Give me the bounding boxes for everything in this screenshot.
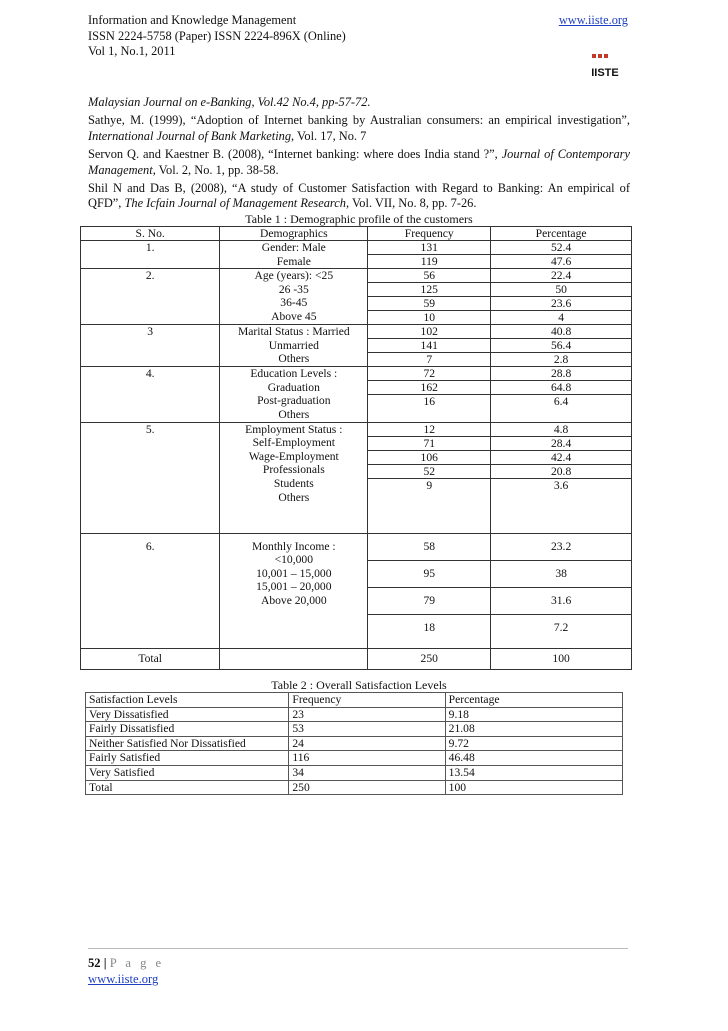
percentage-value: 3.6 (553, 478, 569, 492)
footer-website-link[interactable]: www.iiste.org (88, 972, 159, 986)
table-row (81, 241, 632, 269)
percentage-value: 23.2 (491, 534, 631, 561)
table-row (86, 722, 623, 737)
total-frequency: 250 (368, 648, 491, 669)
iiste-logo (590, 52, 620, 82)
demographic-line: Post-graduation (257, 394, 331, 408)
percentage-cell: 21.08 (445, 722, 622, 737)
demographic-line: Above 20,000 (260, 593, 327, 607)
percentage-value: 42.4 (491, 451, 631, 465)
table-row (86, 780, 623, 795)
demographics-cell (220, 533, 368, 648)
percentage-cell (491, 367, 632, 422)
frequency-value: 119 (420, 255, 438, 268)
total-label: Total (81, 648, 220, 669)
table-row (86, 736, 623, 751)
demographic-line: Marital Status : Married (237, 325, 350, 339)
column-header: Frequency (289, 693, 445, 708)
demographic-line: Above 45 (271, 309, 317, 323)
demographic-table (80, 226, 632, 670)
percentage-value: 6.4 (553, 395, 569, 409)
sno-cell: 3 (81, 325, 220, 367)
page-header (88, 13, 628, 60)
demographic-line: Students (273, 476, 314, 490)
sno-cell: 2. (81, 269, 220, 325)
table-row (81, 422, 632, 533)
reference-item: Shil N and Das B, (2008), “A study of Customer Satisfaction with Regard to Banking: An empirical of QFD”, The Icfain Journal of Management Research, Vol. VII, No. 8, pp. 7-26. (88, 181, 630, 211)
frequency-cell: 23 (289, 707, 445, 722)
logo-text: IISTE (591, 67, 619, 79)
page-number: 52 (88, 956, 101, 970)
demographic-line: 10,001 – 15,000 (256, 566, 332, 580)
sno-cell: 6. (81, 533, 220, 648)
frequency-cell (368, 325, 491, 367)
percentage-cell (491, 422, 632, 533)
table-header-row (86, 693, 623, 708)
percentage-value: 7.2 (553, 620, 569, 634)
percentage-value: 64.8 (491, 381, 631, 395)
percentage-value: 40.8 (491, 325, 631, 339)
journal-name: Information and Knowledge Management (88, 13, 297, 27)
table-row (86, 707, 623, 722)
frequency-cell (368, 533, 491, 648)
percentage-cell: 9.72 (445, 736, 622, 751)
frequency-cell: 53 (289, 722, 445, 737)
column-header: Demographics (220, 227, 368, 241)
percentage-cell (491, 533, 632, 648)
satisfaction-level-cell: Total (86, 780, 289, 795)
demographics-cell (220, 325, 368, 367)
sno-cell: 5. (81, 422, 220, 533)
percentage-cell (491, 241, 632, 269)
table-row (81, 269, 632, 325)
frequency-value: 79 (368, 588, 490, 615)
demographic-line: Unmarried (268, 338, 319, 352)
column-header: Frequency (368, 227, 491, 241)
frequency-cell (368, 241, 491, 269)
column-header: Percentage (445, 693, 622, 708)
demographic-line: Gender: Male (261, 241, 326, 254)
sno-cell: 1. (81, 241, 220, 269)
column-header: Percentage (491, 227, 632, 241)
percentage-value: 52.4 (491, 241, 631, 255)
frequency-value: 56 (368, 269, 490, 283)
header-website-link[interactable]: www.iiste.org (558, 13, 628, 27)
table2-caption: Table 2 : Overall Satisfaction Levels (271, 678, 447, 692)
table-row (86, 751, 623, 766)
percentage-cell: 9.18 (445, 707, 622, 722)
frequency-value: 18 (423, 620, 436, 634)
frequency-value: 102 (368, 325, 490, 339)
references-list (88, 95, 630, 215)
demographics-cell (220, 367, 368, 422)
total-percentage: 100 (491, 648, 632, 669)
frequency-value: 9 (426, 478, 433, 492)
total-row (81, 648, 632, 669)
satisfaction-level-cell: Very Satisfied (86, 765, 289, 780)
reference-item: Malaysian Journal on e-Banking, Vol.42 No.4, pp-57-72. (88, 95, 371, 109)
satisfaction-level-cell: Very Dissatisfied (86, 707, 289, 722)
frequency-value: 125 (368, 283, 490, 297)
demographic-line: Professionals (262, 463, 325, 477)
frequency-value: 10 (423, 311, 436, 325)
percentage-value: 31.6 (491, 588, 631, 615)
percentage-value: 4 (558, 311, 564, 325)
demographic-line: Age (years): <25 (254, 269, 334, 283)
frequency-value: 58 (368, 534, 490, 561)
demographic-line: Others (278, 490, 310, 504)
table-header-row (81, 227, 632, 241)
column-header: Satisfaction Levels (86, 693, 289, 708)
percentage-value: 28.4 (491, 437, 631, 451)
reference-item: Servon Q. and Kaestner B. (2008), “Internet banking: where does India stand ?”, Journal of Contemporary Management, Vol. 2, No. 1, pp. 38-58. (88, 147, 630, 177)
satisfaction-table (85, 692, 623, 795)
demographics-cell (220, 422, 368, 533)
percentage-value: 20.8 (491, 465, 631, 479)
demographic-line: Others (278, 407, 310, 421)
frequency-cell (368, 422, 491, 533)
percentage-value: 28.8 (491, 367, 631, 381)
demographics-cell (220, 269, 368, 325)
demographic-line: Wage-Employment (248, 449, 339, 463)
satisfaction-level-cell: Fairly Satisfied (86, 751, 289, 766)
volume-line: Vol 1, No.1, 2011 (88, 44, 176, 58)
demographic-line: Others (278, 352, 310, 366)
frequency-value: 72 (368, 367, 490, 381)
frequency-value: 95 (368, 561, 490, 588)
percentage-cell: 100 (445, 780, 622, 795)
total-empty (220, 648, 368, 669)
footer-divider (88, 948, 628, 949)
percentage-cell (491, 325, 632, 367)
page-separator: | (103, 956, 107, 970)
demographic-line: Education Levels : (250, 367, 338, 381)
table1-caption: Table 1 : Demographic profile of the customers (245, 212, 473, 226)
demographic-line: Self-Employment (252, 436, 336, 450)
percentage-value: 56.4 (491, 339, 631, 353)
demographic-line: Female (276, 254, 311, 268)
table-row (86, 765, 623, 780)
demographic-line: 15,001 – 20,000 (256, 580, 332, 594)
percentage-value: 50 (491, 283, 631, 297)
demographic-line: Employment Status : (245, 422, 343, 436)
demographic-line: 26 -35 (278, 282, 309, 296)
frequency-value: 12 (368, 423, 490, 437)
frequency-value: 106 (368, 451, 490, 465)
frequency-value: 71 (368, 437, 490, 451)
percentage-value: 22.4 (491, 269, 631, 283)
satisfaction-level-cell: Fairly Dissatisfied (86, 722, 289, 737)
percentage-value: 23.6 (491, 297, 631, 311)
percentage-cell: 13.54 (445, 765, 622, 780)
page-footer (88, 955, 164, 987)
percentage-value: 47.6 (550, 255, 572, 268)
frequency-cell (368, 269, 491, 325)
demographic-line: Monthly Income : (251, 539, 336, 553)
frequency-value: 16 (423, 395, 436, 409)
column-header: S. No. (81, 227, 220, 241)
demographics-cell (220, 241, 368, 269)
frequency-cell: 250 (289, 780, 445, 795)
percentage-value: 4.8 (491, 423, 631, 437)
frequency-cell (368, 367, 491, 422)
frequency-value: 162 (368, 381, 490, 395)
percentage-cell: 46.48 (445, 751, 622, 766)
percentage-cell (491, 269, 632, 325)
frequency-value: 131 (368, 241, 490, 255)
page-word: P a g e (109, 956, 165, 970)
frequency-value: 7 (426, 353, 433, 367)
demographic-line: Graduation (267, 380, 320, 394)
demographic-line: 36-45 (280, 296, 308, 310)
frequency-value: 141 (368, 339, 490, 353)
table-row (81, 325, 632, 367)
demographic-line: <10,000 (274, 553, 314, 567)
reference-item: Sathye, M. (1999), “Adoption of Internet banking by Australian consumers: an empirical investigation”, International Journal of Bank Marketing, Vol. 17, No. 7 (88, 113, 630, 143)
table-row (81, 367, 632, 422)
issn-line: ISSN 2224-5758 (Paper) ISSN 2224-896X (Online) (88, 28, 346, 43)
frequency-value: 59 (368, 297, 490, 311)
table-row (81, 533, 632, 648)
percentage-value: 38 (491, 561, 631, 588)
percentage-value: 2.8 (553, 353, 569, 367)
frequency-cell: 116 (289, 751, 445, 766)
frequency-value: 52 (368, 465, 490, 479)
sno-cell: 4. (81, 367, 220, 422)
satisfaction-level-cell: Neither Satisfied Nor Dissatisfied (86, 736, 289, 751)
frequency-cell: 24 (289, 736, 445, 751)
frequency-cell: 34 (289, 765, 445, 780)
